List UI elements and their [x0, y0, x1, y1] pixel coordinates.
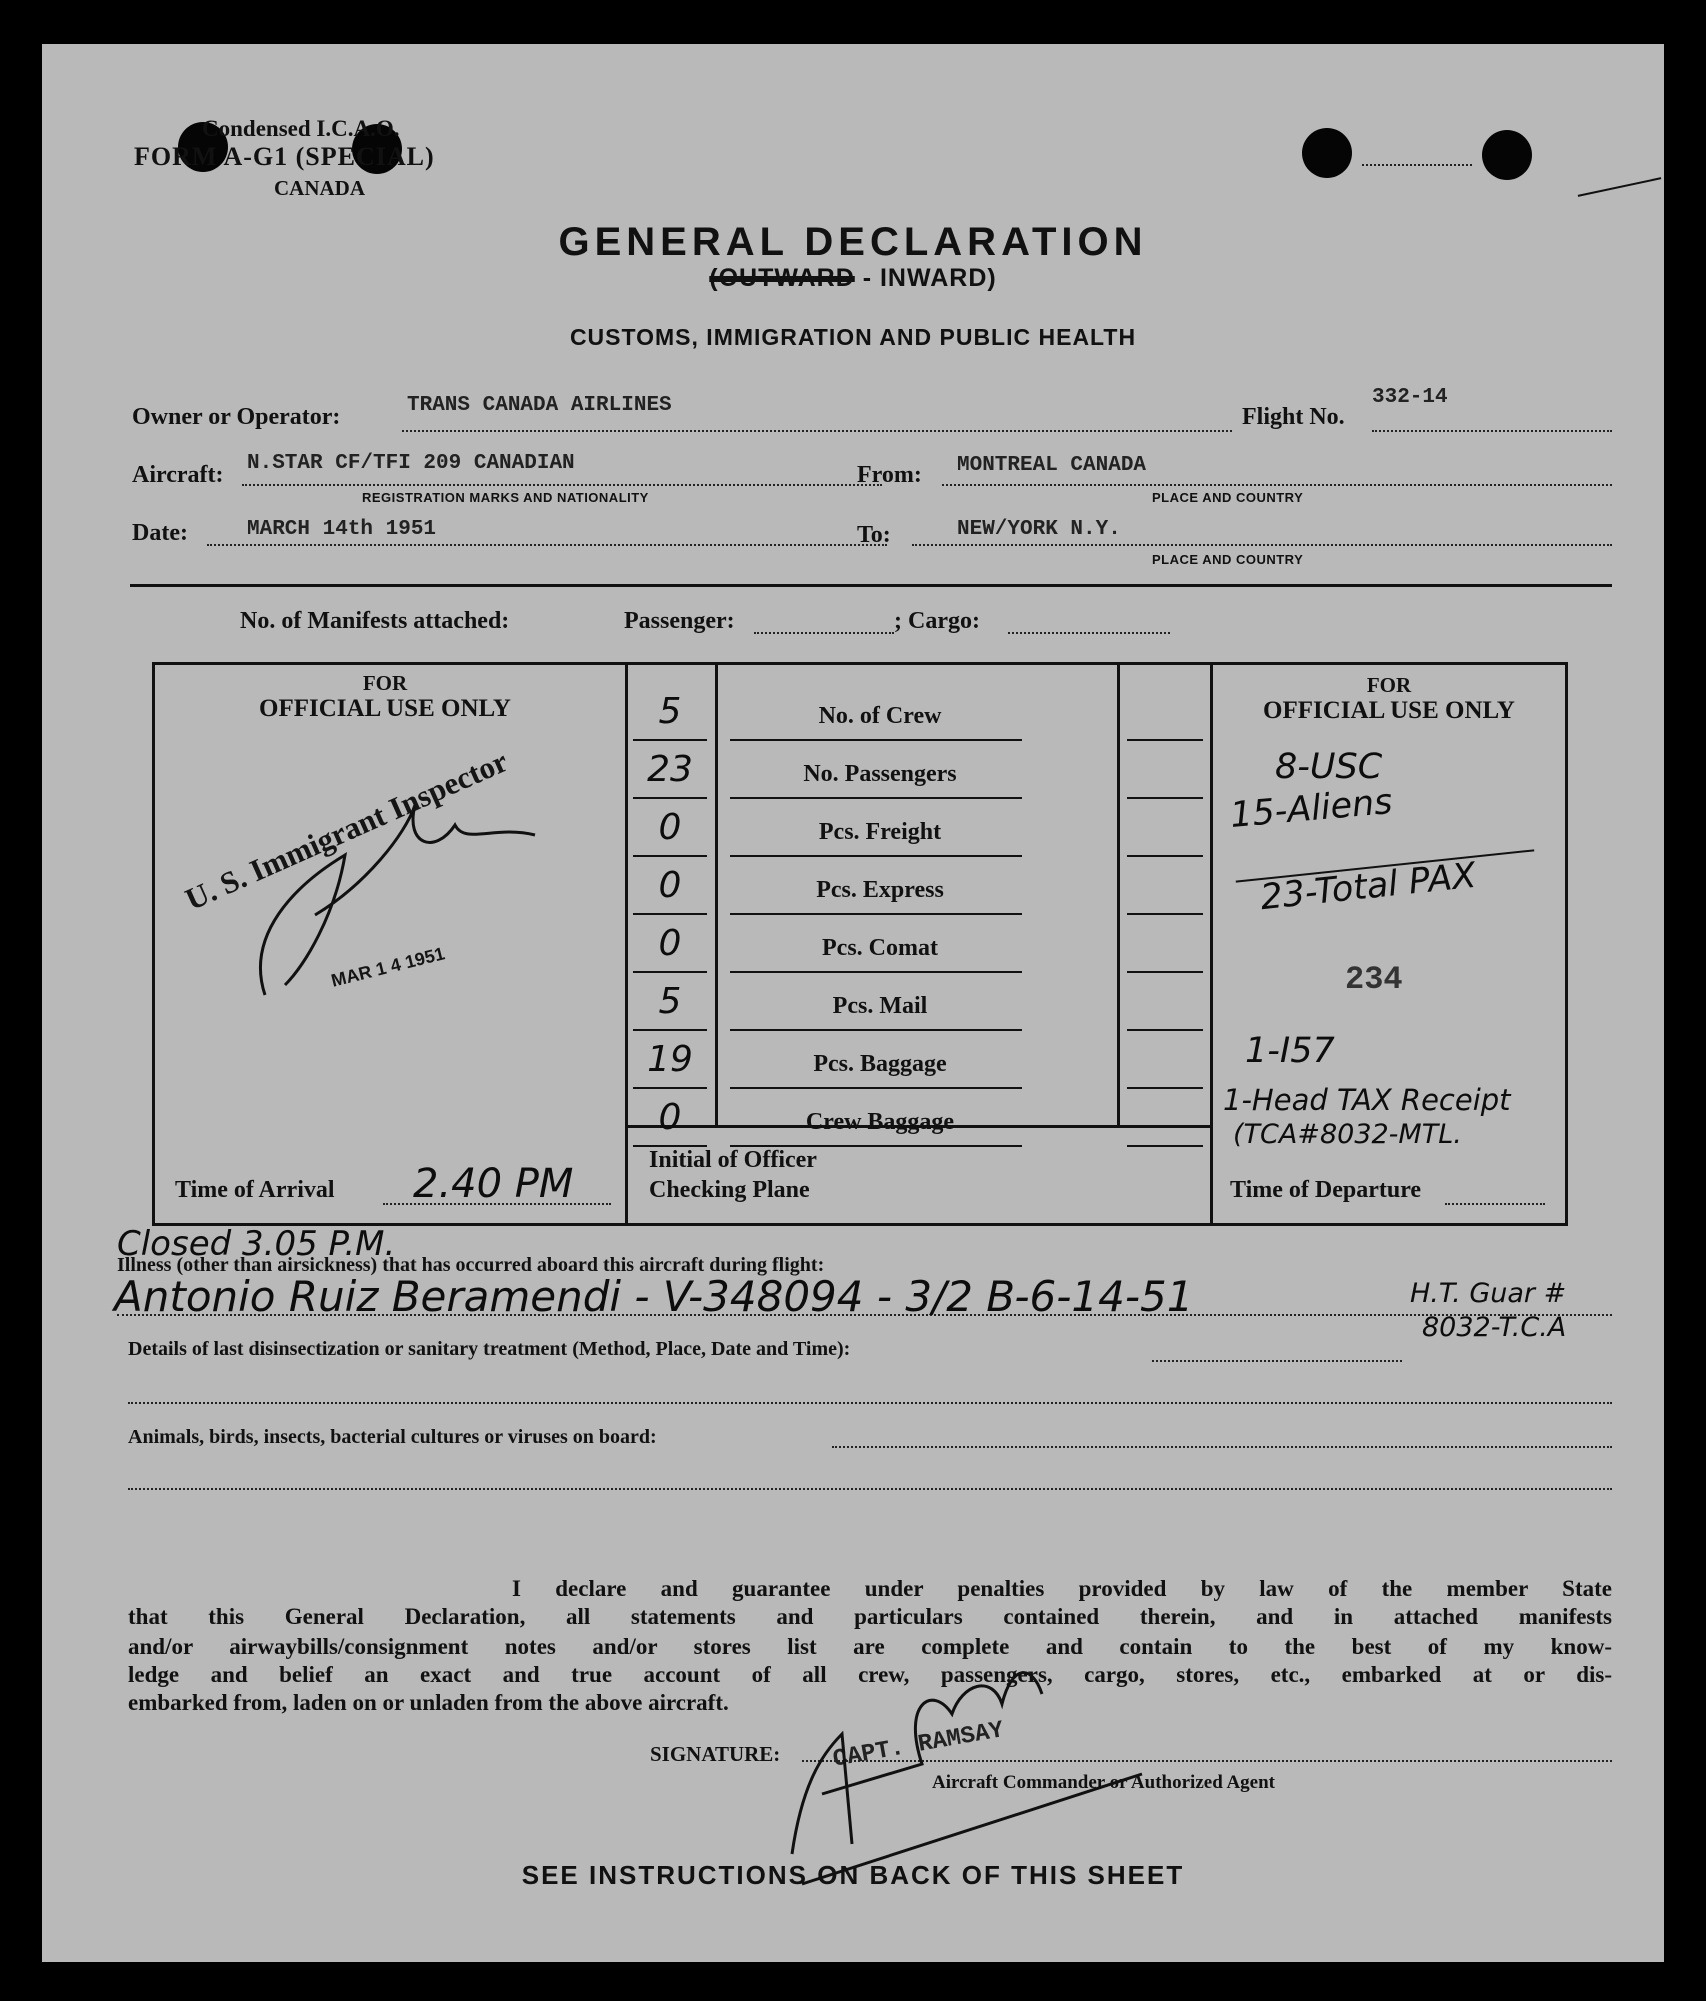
row-underline [730, 855, 1022, 857]
from-value: MONTREAL CANADA [957, 454, 1147, 477]
disinsect-label: Details of last disinsectization or sanitary treatment (Method, Place, Date and Time): [128, 1338, 851, 1360]
illness-value: Antonio Ruiz Beramendi - V-348094 - 3/2 B-6-14-51 [114, 1272, 1194, 1321]
inspector-signature [205, 765, 545, 1005]
from-caption: PLACE AND COUNTRY [1152, 490, 1304, 505]
left-header-top: FOR [362, 671, 408, 695]
row-underline [730, 1087, 1022, 1089]
row-check-underline [1127, 797, 1203, 799]
time-arrival-value: 2.40 PM [413, 1161, 574, 1207]
note-aliens: 15-Aliens [1228, 781, 1394, 837]
row-count-value: 5 [658, 981, 682, 1022]
aircraft-label: Aircraft: [132, 462, 224, 488]
punch-hole [1302, 128, 1352, 178]
animals-line-2 [128, 1488, 1612, 1490]
note-head-tax: 1-Head TAX Receipt [1223, 1083, 1511, 1117]
right-header-top: FOR [1366, 673, 1412, 697]
immigration-stamp: U. S. Immigrant Inspector [180, 743, 513, 917]
checking-plane: Checking Plane [649, 1177, 810, 1203]
row-label: Pcs. Baggage [813, 1051, 947, 1077]
form-condensed: Condensed I.C.A.O. [202, 116, 400, 141]
row-label: Pcs. Mail [832, 993, 928, 1019]
initial-officer: Initial of Officer [649, 1147, 817, 1173]
time-departure-label: Time of Departure [1230, 1177, 1422, 1203]
row-label: Pcs. Express [816, 877, 944, 903]
row-label: No. of Crew [818, 703, 942, 729]
right-header: OFFICIAL USE ONLY [1263, 697, 1515, 724]
form-id: FORM A-G1 (SPECIAL) [134, 142, 435, 171]
row-underline [730, 971, 1022, 973]
owner-value: TRANS CANADA AIRLINES [407, 394, 672, 417]
disinsect-line [1152, 1360, 1402, 1362]
struck-outward: (OUTWARD [709, 264, 855, 292]
aircraft-field-line [242, 484, 882, 486]
row-count-value: 23 [647, 749, 693, 790]
official-use-table [152, 662, 1568, 1226]
flight-value: 332-14 [1372, 386, 1448, 409]
row-count-underline [633, 1029, 707, 1031]
table-divider [715, 665, 718, 1125]
row-underline [730, 1029, 1022, 1031]
row-label: Pcs. Comat [822, 935, 938, 961]
note-usc: 8-USC [1275, 747, 1383, 787]
row-check-underline [1127, 1145, 1203, 1147]
row-check-underline [1127, 1087, 1203, 1089]
punch-hole [1482, 130, 1532, 180]
declaration-line: that this General Declaration, all statements and particulars contained therein, and in attached manifests [128, 1604, 1612, 1629]
animals-line [832, 1446, 1612, 1448]
row-underline [730, 913, 1022, 915]
passenger-field-line [754, 632, 894, 634]
cargo-field-line [1008, 632, 1170, 634]
owner-field-line [402, 430, 1232, 432]
footer-instructions: SEE INSTRUCTIONS ON BACK OF THIS SHEET [521, 1860, 1185, 1890]
to-field-line [912, 544, 1612, 546]
row-count-value: 5 [658, 691, 682, 732]
disinsect-line-2 [128, 1402, 1612, 1404]
inward-label: - INWARD) [862, 264, 997, 292]
cargo-label: ; Cargo: [894, 608, 980, 634]
row-count-underline [633, 855, 707, 857]
row-count-value: 0 [658, 1097, 682, 1138]
row-count-underline [633, 797, 707, 799]
animals-label: Animals, birds, insects, bacterial cultures or viruses on board: [128, 1426, 657, 1448]
row-count-underline [633, 971, 707, 973]
note-i57: 1-I57 [1245, 1031, 1335, 1071]
note-total: 23-Total PAX [1258, 855, 1478, 919]
signature-label: SIGNATURE: [650, 1742, 781, 1766]
time-departure-line [1445, 1203, 1545, 1205]
left-header: OFFICIAL USE ONLY [259, 695, 511, 722]
page-title: GENERAL DECLARATION [558, 220, 1148, 264]
row-count-underline [633, 739, 707, 741]
row-count-underline [633, 1087, 707, 1089]
signature-caption: Aircraft Commander or Authorized Agent [932, 1772, 1276, 1793]
declaration-line: and/or airwaybills/consignment notes and/or stores list are complete and contain to the best of my know- [128, 1634, 1612, 1659]
pencil-mark [1578, 177, 1662, 197]
passenger-label: Passenger: [624, 608, 735, 634]
illness-label: Illness (other than airsickness) that has occurred aboard this aircraft during flight: [117, 1254, 825, 1276]
time-arrival-label: Time of Arrival [175, 1177, 335, 1203]
to-caption: PLACE AND COUNTRY [1152, 552, 1304, 567]
row-check-underline [1127, 739, 1203, 741]
subheading: CUSTOMS, IMMIGRATION AND PUBLIC HEALTH [569, 324, 1137, 350]
row-count-underline [633, 913, 707, 915]
declaration-line: embarked from, laden on or unladen from the above aircraft. [128, 1690, 729, 1715]
row-check-underline [1127, 855, 1203, 857]
illness-note-2: 8032-T.C.A [1422, 1312, 1567, 1343]
date-label: Date: [132, 520, 188, 546]
row-check-underline [1127, 913, 1203, 915]
aircraft-value: N.STAR CF/TFI 209 CANADIAN [247, 452, 575, 475]
to-label: To: [857, 522, 891, 548]
declaration-line: ledge and belief an exact and true account of all crew, passengers, cargo, stores, etc., embarked at or dis- [128, 1662, 1612, 1687]
stamp-date: MAR 1 4 1951 [329, 943, 447, 991]
flight-field-line [1372, 430, 1612, 432]
page-subtitle [42, 264, 1664, 293]
illness-note-1: H.T. Guar # [1410, 1278, 1567, 1309]
row-count-value: 19 [647, 1039, 693, 1080]
row-count-value: 0 [658, 923, 682, 964]
declaration-sheet [42, 44, 1664, 1962]
note-number: 234 [1345, 961, 1403, 998]
closed-note: Closed 3.05 P.M. [117, 1224, 396, 1264]
from-label: From: [857, 462, 922, 488]
row-label: Pcs. Freight [818, 819, 942, 845]
row-underline [730, 797, 1022, 799]
declaration-line: I declare and guarantee under penalties provided by law of the member State [512, 1576, 1612, 1601]
row-count-value: 0 [658, 865, 682, 906]
table-divider [1117, 665, 1120, 1125]
form-country: CANADA [274, 176, 365, 200]
flight-label: Flight No. [1242, 404, 1345, 430]
row-label: Crew Baggage [805, 1109, 955, 1135]
row-check-underline [1127, 971, 1203, 973]
header-divider [130, 584, 1612, 587]
date-value: MARCH 14th 1951 [247, 518, 437, 541]
row-label: No. Passengers [803, 761, 957, 787]
note-tca: (TCA#8032-MTL. [1233, 1119, 1462, 1150]
from-field-line [942, 484, 1612, 486]
to-value: NEW/YORK N.Y. [957, 518, 1121, 541]
signature-value: CAPT. RAMSAY [830, 1717, 1006, 1774]
header-dots [1362, 164, 1472, 166]
date-field-line [207, 544, 887, 546]
table-divider [1210, 665, 1213, 1223]
owner-label: Owner or Operator: [132, 404, 341, 430]
row-underline [730, 739, 1022, 741]
row-count-value: 0 [658, 807, 682, 848]
manifests-label: No. of Manifests attached: [240, 608, 510, 634]
row-check-underline [1127, 1029, 1203, 1031]
aircraft-caption: REGISTRATION MARKS AND NATIONALITY [362, 490, 649, 505]
